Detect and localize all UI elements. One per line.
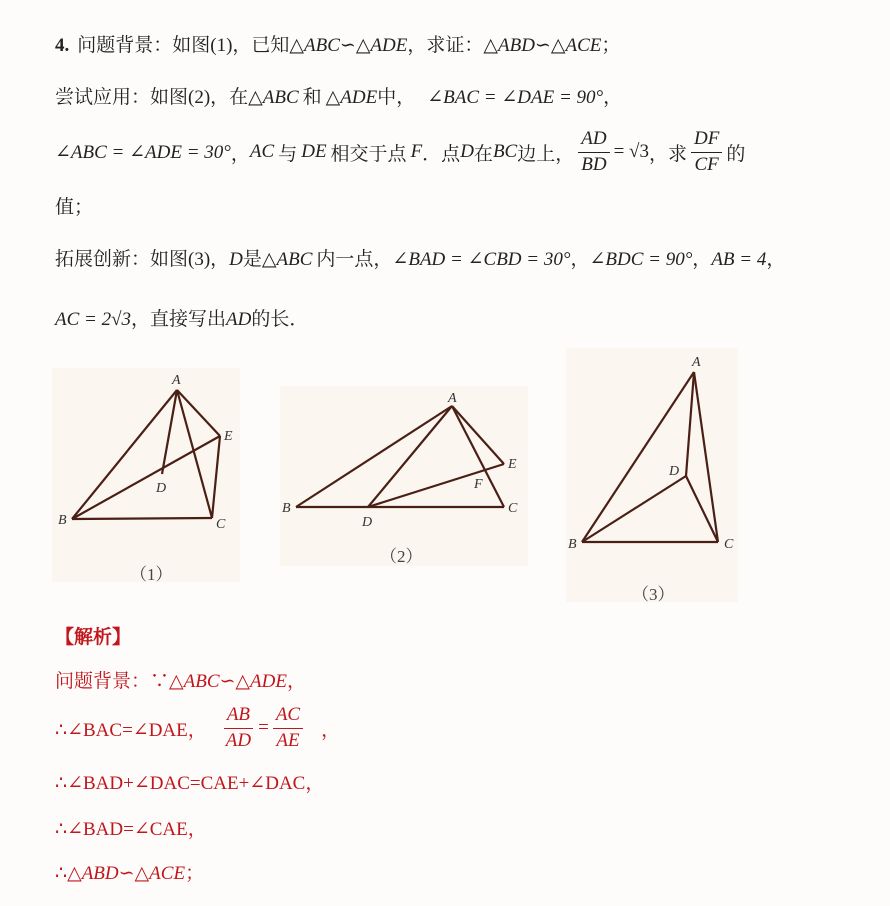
is-text: 是: [242, 249, 262, 270]
segment-ac: AC: [249, 141, 275, 162]
angle-bdc: ∠BDC = 90°: [589, 249, 693, 270]
figure-2-caption: （2）: [380, 547, 423, 566]
problem-line-3: [55, 124, 745, 180]
label-a: A: [448, 391, 457, 406]
problem-line-2: [55, 82, 622, 109]
solution-line-5: [55, 858, 204, 885]
problem-number: 4.: [55, 35, 70, 56]
triangle-ade: △ADE: [325, 87, 378, 108]
frac-num: AC: [273, 705, 303, 729]
label-c: C: [508, 501, 518, 516]
similar-triangles: △ABD∽△ACE: [67, 863, 186, 884]
triangle-abc: △ABC: [261, 249, 313, 270]
similar-triangles-1: △ABC∽△ADE: [289, 35, 408, 56]
label-b: B: [282, 501, 291, 516]
label-b: B: [58, 513, 67, 528]
label-b: B: [568, 537, 577, 552]
punct: ，: [321, 719, 341, 741]
label-e: E: [224, 429, 233, 444]
solution-heading: 【解析】: [55, 627, 132, 648]
find-text: ，求: [648, 143, 687, 165]
solution-line-1: [55, 666, 306, 693]
segment-de: DE: [301, 141, 327, 162]
and-text: 和: [302, 87, 322, 108]
similar-triangles: △ABC∽△ADE: [169, 671, 287, 692]
label-c: C: [216, 517, 226, 532]
fraction-ab-ad: [223, 705, 254, 752]
equals: =: [258, 717, 269, 738]
point-f: F: [410, 141, 423, 162]
label-e: E: [508, 457, 517, 472]
problem-line-1: [55, 30, 620, 57]
figure-3: [566, 348, 738, 602]
figure-2-diagram: [280, 386, 528, 566]
triangle-abc: △ABC: [248, 87, 299, 108]
figure-1-caption: （1）: [130, 565, 173, 584]
fraction-df-cf: [691, 129, 722, 176]
label-d: D: [669, 464, 680, 479]
fraction-ac-ae: [273, 705, 303, 752]
frac-den: AD: [225, 729, 252, 751]
solution-line-4: ∴∠BAD=∠CAE，: [55, 819, 207, 840]
length-ab: AB = 4: [711, 249, 767, 270]
punct: ，: [766, 249, 786, 270]
figure-1-diagram: [52, 368, 240, 582]
meet-text: 相交于点: [330, 143, 407, 165]
write-text: ，直接写出: [131, 309, 227, 330]
segment-bc: BC: [492, 141, 518, 162]
with-text: 与: [278, 143, 298, 165]
frac-num: DF: [691, 129, 722, 153]
angle-equality: ∴∠BAC=∠DAE，: [55, 719, 207, 741]
edge-text: 边上，: [517, 143, 575, 165]
length-ac: AC = 2√3: [55, 309, 132, 330]
similar-triangles-2: △ABD∽△ACE: [483, 35, 602, 56]
therefore: ∴: [55, 863, 68, 884]
figure-3-diagram: [566, 348, 738, 602]
punct: ，: [230, 143, 250, 165]
extension-label: 拓展创新：如图(3)，: [55, 249, 230, 270]
in-text: 中，: [377, 87, 416, 108]
label-d: D: [362, 515, 373, 530]
angle-equation-30: ∠ABC = ∠ADE = 30°: [55, 141, 231, 163]
problem-line-4: [55, 192, 93, 219]
label-a: A: [692, 355, 701, 370]
length-text: 的长．: [251, 309, 309, 330]
frac-den: CF: [694, 153, 719, 175]
prove-label: ，求证：: [407, 35, 484, 56]
angle-equation-30: ∠BAD = ∠CBD = 30°: [392, 249, 571, 270]
frac-num: AB: [224, 705, 253, 729]
background-label: 问题背景：如图(1)，已知: [77, 35, 290, 56]
frac-den: BD: [581, 153, 607, 175]
frac-den: AE: [276, 729, 300, 751]
angle-equation: ∠BAC = ∠DAE = 90°: [427, 87, 604, 108]
try-label: 尝试应用：如图(2)，在: [55, 87, 249, 108]
equals-sqrt3: = √3: [613, 141, 649, 162]
fraction-ad-bd: [578, 129, 609, 176]
punct: ，: [603, 87, 623, 108]
of-text: 的: [726, 143, 746, 165]
solution-line-2: [55, 700, 340, 756]
point-d: D: [460, 141, 474, 162]
problem-line-5: [55, 244, 785, 271]
solution-background-label: 问题背景：∵: [55, 671, 170, 692]
label-f: F: [474, 477, 483, 492]
inner-point-text: 内一点，: [316, 249, 393, 270]
punct: ；: [601, 35, 621, 56]
figure-2: [280, 386, 528, 566]
label-a: A: [172, 373, 181, 388]
point-d: D: [229, 249, 243, 270]
on-text: 在: [473, 143, 493, 165]
problem-line-6: [55, 304, 308, 331]
label-c: C: [724, 537, 734, 552]
punct: ；: [185, 863, 205, 884]
figure-1: [52, 368, 240, 582]
figure-3-caption: （3）: [632, 585, 675, 604]
segment-ad: AD: [226, 309, 252, 330]
frac-num: AD: [578, 129, 609, 153]
punct: ，: [692, 249, 712, 270]
point-text: ．点: [422, 143, 461, 165]
value-text: 值；: [55, 197, 94, 218]
solution-line-3: ∴∠BAD+∠DAC=CAE+∠DAC，: [55, 773, 325, 794]
punct: ，: [570, 249, 590, 270]
label-d: D: [156, 481, 167, 496]
punct: ，: [286, 671, 306, 692]
